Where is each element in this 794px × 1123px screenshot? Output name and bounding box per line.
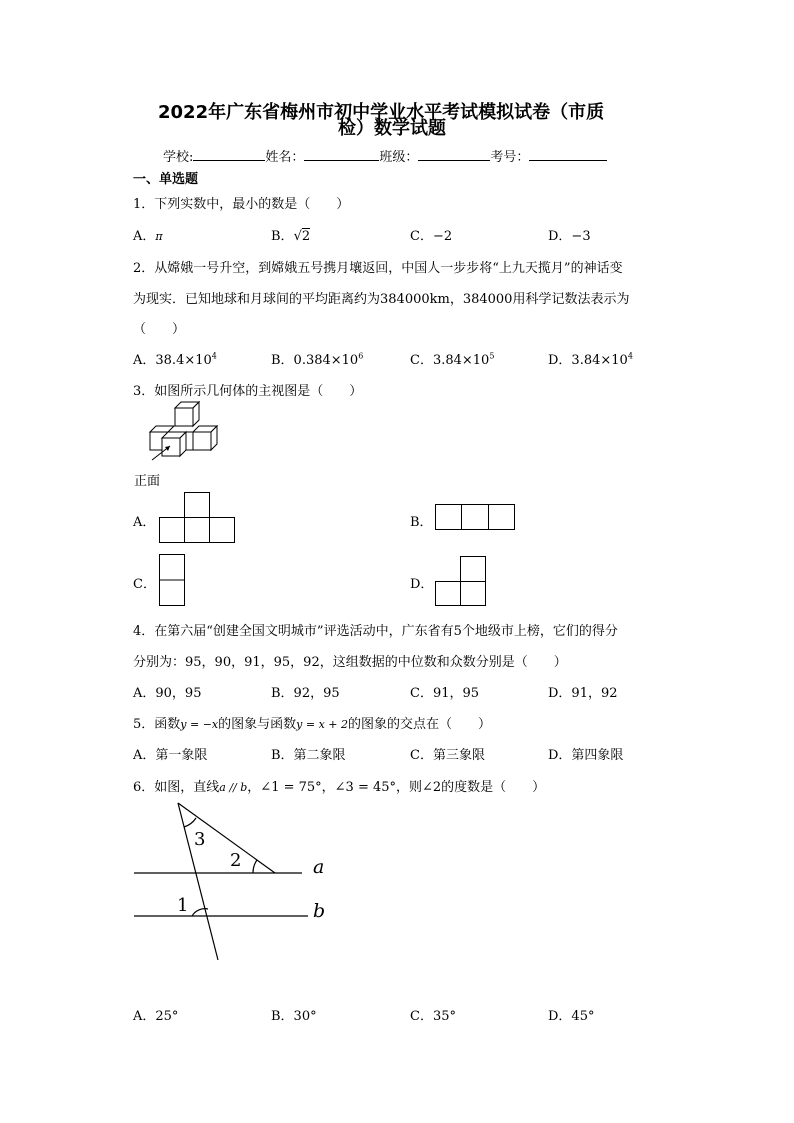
q2-line2: 为现实．已知地球和月球间的平均距离约为384000km，384000用科学记数法表示为 bbox=[133, 292, 630, 307]
q3-front-label: 正面 bbox=[134, 474, 161, 489]
q2-option-b: B．$0.384\times 10^6$ bbox=[271, 351, 364, 368]
q1-option-b: B．√2 bbox=[271, 229, 311, 244]
q2-option-c: C．$3.84\times 10^5$ bbox=[410, 351, 495, 368]
exam-no-field[interactable] bbox=[529, 148, 607, 161]
class-label: 班级： bbox=[379, 150, 419, 165]
section-heading: 一、单选题 bbox=[133, 172, 199, 187]
q4-line2: 分别为：95，90，91，95，92，这组数据的中位数和众数分别是（ ） bbox=[133, 655, 567, 670]
exam-no-label: 考号： bbox=[490, 150, 530, 165]
q5-option-a: A．第一象限 bbox=[133, 748, 208, 763]
q6-line-a-label: a bbox=[313, 856, 325, 878]
q6-parallel-lines-figure bbox=[130, 800, 340, 965]
q4-line1: 4．在第六届“创建全国文明城市”评选活动中，广东省有5个地级市上榜，它们的得分 bbox=[133, 624, 618, 639]
page-title-line2: 检）数学试题 bbox=[338, 118, 446, 139]
q1-stem: 1．下列实数中，最小的数是（ ） bbox=[133, 197, 350, 212]
q1-option-a: A．π bbox=[133, 229, 163, 244]
school-label: 学校: bbox=[163, 150, 194, 165]
school-field[interactable] bbox=[193, 148, 265, 161]
q5-func1: y = −x bbox=[180, 718, 219, 731]
name-field[interactable] bbox=[304, 148, 379, 161]
q3-option-c-label: C． bbox=[133, 577, 156, 592]
class-field[interactable] bbox=[418, 148, 490, 161]
q6-angle1-label: 1 bbox=[177, 895, 189, 916]
student-info-row bbox=[163, 146, 607, 165]
q5-stem: 5．函数y = −x的图象与函数y = x + 2的图象的交点在（ ） bbox=[133, 717, 492, 732]
q4-option-c: C．91，95 bbox=[410, 686, 480, 701]
q3-stem: 3．如图所示几何体的主视图是（ ） bbox=[133, 384, 363, 399]
q1-option-c: C．−2 bbox=[410, 229, 453, 244]
q6-option-c: C．35° bbox=[410, 1009, 456, 1024]
q3-option-a-figure bbox=[159, 492, 235, 543]
q6-parallel: a // b bbox=[219, 781, 248, 794]
q2-option-a: A．$38.4\times 10^4$ bbox=[133, 351, 217, 368]
q6-option-a: A．25° bbox=[133, 1009, 179, 1024]
q2-line1: 2．从嫦娥一号升空，到嫦娥五号携月壤返回，中国人一步步将“上九天揽月”的神话变 bbox=[133, 261, 623, 276]
q4-option-d: D．91，92 bbox=[548, 686, 618, 701]
q6-line-b-label: b bbox=[313, 900, 326, 922]
q5-option-b: B．第二象限 bbox=[271, 748, 346, 763]
q5-option-c: C．第三象限 bbox=[410, 748, 485, 763]
q3-option-d-label: D． bbox=[410, 577, 434, 592]
q6-option-b: B．30° bbox=[271, 1009, 317, 1024]
q3-option-d-figure bbox=[435, 556, 487, 607]
q6-option-d: D．45° bbox=[548, 1009, 595, 1024]
q3-option-c-figure bbox=[159, 554, 186, 607]
q1-option-d: D．−3 bbox=[548, 229, 591, 244]
q3-solid-figure bbox=[140, 402, 225, 460]
q5-option-d: D．第四象限 bbox=[548, 748, 624, 763]
q6-stem: 6．如图，直线a // b，∠1 = 75°，∠3 = 45°，则∠2的度数是（ ） bbox=[133, 780, 546, 795]
q2-option-d: D．$3.84\times 10^4$ bbox=[548, 351, 633, 368]
q3-option-b-label: B． bbox=[410, 515, 433, 530]
q4-option-b: B．92，95 bbox=[271, 686, 340, 701]
q3-option-a-label: A． bbox=[133, 515, 156, 530]
q6-angle3-label: 3 bbox=[194, 829, 206, 850]
q6-angle2-label: 2 bbox=[230, 850, 242, 871]
q4-option-a: A．90，95 bbox=[133, 686, 202, 701]
name-label: 姓名： bbox=[265, 150, 305, 165]
q3-option-b-figure bbox=[435, 504, 516, 531]
page-title-line1: 2022年广东省梅州市初中学业水平考试模拟试卷（市质 bbox=[158, 102, 605, 123]
q2-line3: （ ） bbox=[133, 322, 186, 337]
q5-func2: y = x + 2 bbox=[296, 718, 348, 731]
